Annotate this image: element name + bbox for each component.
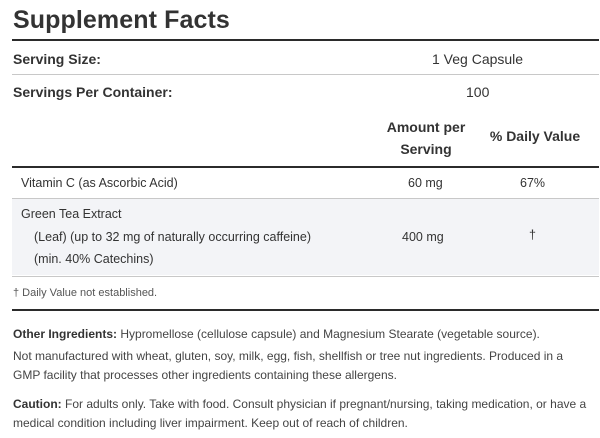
serving-size-label: Serving Size:: [13, 51, 101, 67]
nutrient-detail: (min. 40% Catechins): [34, 252, 154, 266]
servings-per-container-label: Servings Per Container:: [13, 84, 173, 100]
footnote-divider: [12, 309, 599, 311]
allergen-statement: Not manufactured with wheat, gluten, soy, milk, egg, fish, shellfish or tree nut ingredients. Produced in a GMP facility that processes other ingredients containing these allergens.: [13, 349, 564, 382]
nutrient-name: Green Tea Extract: [21, 207, 122, 221]
panel-title: Supplement Facts: [13, 6, 230, 34]
title-divider: [12, 39, 599, 41]
amount-per-serving-header: Amount per Serving: [386, 119, 466, 157]
nutrient-amount: 60 mg: [408, 176, 443, 190]
nutrient-daily-value: †: [529, 228, 536, 242]
serving-size-value: 1 Veg Capsule: [432, 51, 524, 67]
caution-label: Caution:: [13, 397, 62, 411]
caution-text: For adults only. Take with food. Consult physician if pregnant/nursing, taking medication, or have a medical condition including liver impairment. Keep out of reach of children.: [13, 397, 587, 430]
daily-value-footnote: † Daily Value not established.: [13, 287, 158, 299]
nutrient-divider: [12, 276, 599, 277]
other-ingredients: [13, 325, 593, 344]
serving-size-divider: [12, 74, 599, 75]
nutrient-detail: (Leaf) (up to 32 mg of naturally occurring caffeine): [34, 230, 311, 244]
other-ingredients-text: Hypromellose (cellulose capsule) and Magnesium Stearate (vegetable source).: [117, 327, 540, 341]
other-ingredients-label: Other Ingredients:: [13, 327, 118, 341]
nutrient-amount: 400 mg: [402, 230, 444, 244]
nutrient-row-green-tea: [12, 199, 599, 275]
daily-value-header: % Daily Value: [489, 128, 581, 144]
nutrient-daily-value: 67%: [520, 176, 546, 190]
caution-statement: [13, 395, 593, 433]
nutrient-row-vitamin-c: [12, 168, 599, 197]
servings-per-container-value: 100: [466, 84, 490, 100]
nutrient-name: Vitamin C (as Ascorbic Acid): [21, 176, 178, 190]
